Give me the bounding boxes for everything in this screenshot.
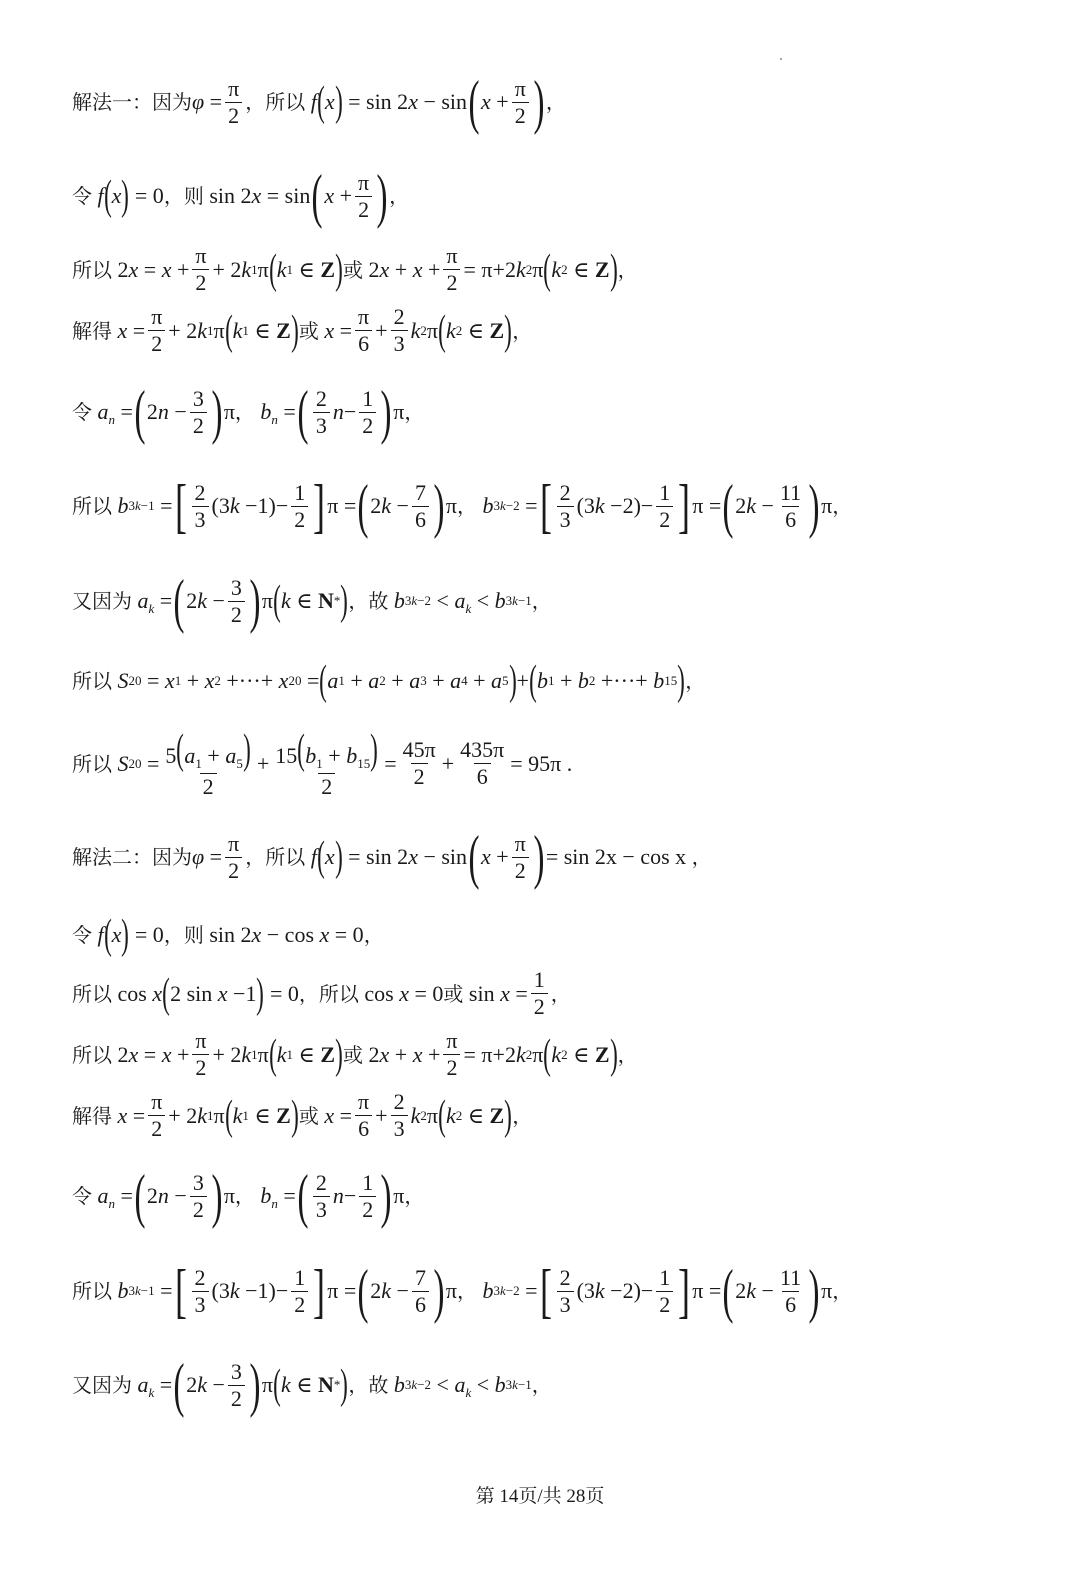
- solution2-line3: 所以 cos x ( 2 sin x −1 ) = 0 ， 所以 cos x = 0 或 sin x = $\frac{1}{2}$ ，: [72, 967, 571, 1019]
- solution1-line5: 令 $a_n$ = ( 2 n − $\frac{3}{2}$ ) π ， $b_n$ = ( $\frac{2}{3}$ n − $\frac{1}{2}$ ) π ，: [72, 379, 425, 445]
- solution2-line1: 解法二： 因为 φ = $\frac{\pi}{2}$ ， 所以 f ( x ) = sin 2 x − sin ( x + $\frac{\pi}{2}$ ) = sin 2x − cos x ，: [72, 824, 712, 890]
- solution1-line8: 所以 S 20 = x 1 + x 2 +···+ x 20 = ( a 1 + a 2 + a 3 + a 4 + a 5 ) + ( b 1 + b 2 +···+ b 15 ) ，: [72, 658, 706, 704]
- solution2-line5: 解得 x = $\frac{\pi}{2}$ + 2 k 1 π ( k 1 ∈ Z ) 或 x = $\frac{\pi}{6}$ + $\frac{2}{3}$ k 2 π ( k 2 ∈ Z ) ，: [72, 1089, 533, 1141]
- solution2-line8: 又因为 $a_k$ = ( 2 k − $\frac{3}{2}$ ) π ( k ∈ N * ) ， 故 b 3k−2 < $a_k$ < b 3k−1 ，: [72, 1352, 552, 1418]
- solution1-line9: 所以 S 20 = $\frac{5(a_1 + a_5)}{2}$ + $\frac{15(b_1 + b_{15})}{2}$ = $\frac{45\pi}{2}$ + $\frac{435\pi}{6}$ = 95π .: [72, 727, 573, 799]
- scan-speck: [780, 58, 782, 60]
- solution2-line7: 所以 b 3k−1 = [ $\frac{2}{3}$ (3 k −1)− $\frac{1}{2}$ ] π = ( 2 k − $\frac{7}{6}$ ) π ， b 3k−2 = [ $\frac{2}{3}$ (3 k −2)− $\frac{1}{2}$ ] π = ( 2 k − $\frac{11}{6}$ ) π ，: [72, 1258, 853, 1324]
- solution2-line6: 令 $a_n$ = ( 2 n − $\frac{3}{2}$ ) π ， $b_n$ = ( $\frac{2}{3}$ n − $\frac{1}{2}$ ) π ，: [72, 1163, 425, 1229]
- solution1-line4: 解得 x = $\frac{\pi}{2}$ + 2 k 1 π ( k 1 ∈ Z ) 或 x = $\frac{\pi}{6}$ + $\frac{2}{3}$ k 2 π ( k 2 ∈ Z ) ，: [72, 304, 533, 356]
- solution1-line2: 令 f ( x ) = 0 ， 则 sin 2 x = sin ( x + $\frac{\pi}{2}$ ) ，: [72, 163, 410, 229]
- solution1-line1: 解法一： 因为 φ = $\frac{\pi}{2}$ ， 所以 f ( x ) = sin 2 x − sin ( x + $\frac{\pi}{2}$ ) ，: [72, 69, 566, 135]
- method1-heading: 解法一：: [72, 90, 152, 114]
- solution1-line6: 所以 b 3k−1 = [ $\frac{2}{3}$ (3 k −1)− $\frac{1}{2}$ ] π = ( 2 k − $\frac{7}{6}$ ) π ， b 3k−2 = [ $\frac{2}{3}$ (3 k −2)− $\frac{1}{2}$ ] π = ( 2 k − $\frac{11}{6}$ ) π ，: [72, 473, 853, 539]
- sum-result: 95π: [528, 750, 562, 776]
- page-footer: 第 14页/共 28页: [475, 1486, 605, 1507]
- solution1-line3: 所以 2 x = x + $\frac{\pi}{2}$ + 2 k 1 π ( k 1 ∈ Z ) 或 2 x + x + $\frac{\pi}{2}$ = π+2 k 2 π ( k 2 ∈ Z ) ，: [72, 243, 638, 295]
- solution2-line4: 所以 2 x = x + $\frac{\pi}{2}$ + 2 k 1 π ( k 1 ∈ Z ) 或 2 x + x + $\frac{\pi}{2}$ = π+2 k 2 π ( k 2 ∈ Z ) ，: [72, 1028, 638, 1080]
- method2-heading: 解法二：: [72, 845, 152, 869]
- solution2-line2: 令 f ( x ) = 0 ， 则 sin 2 x − cos x = 0 ，: [72, 912, 384, 958]
- solution1-line7: 又因为 $a_k$ = ( 2 k − $\frac{3}{2}$ ) π ( k ∈ N * ) ， 故 b 3k−2 < $a_k$ < b 3k−1 ，: [72, 568, 552, 634]
